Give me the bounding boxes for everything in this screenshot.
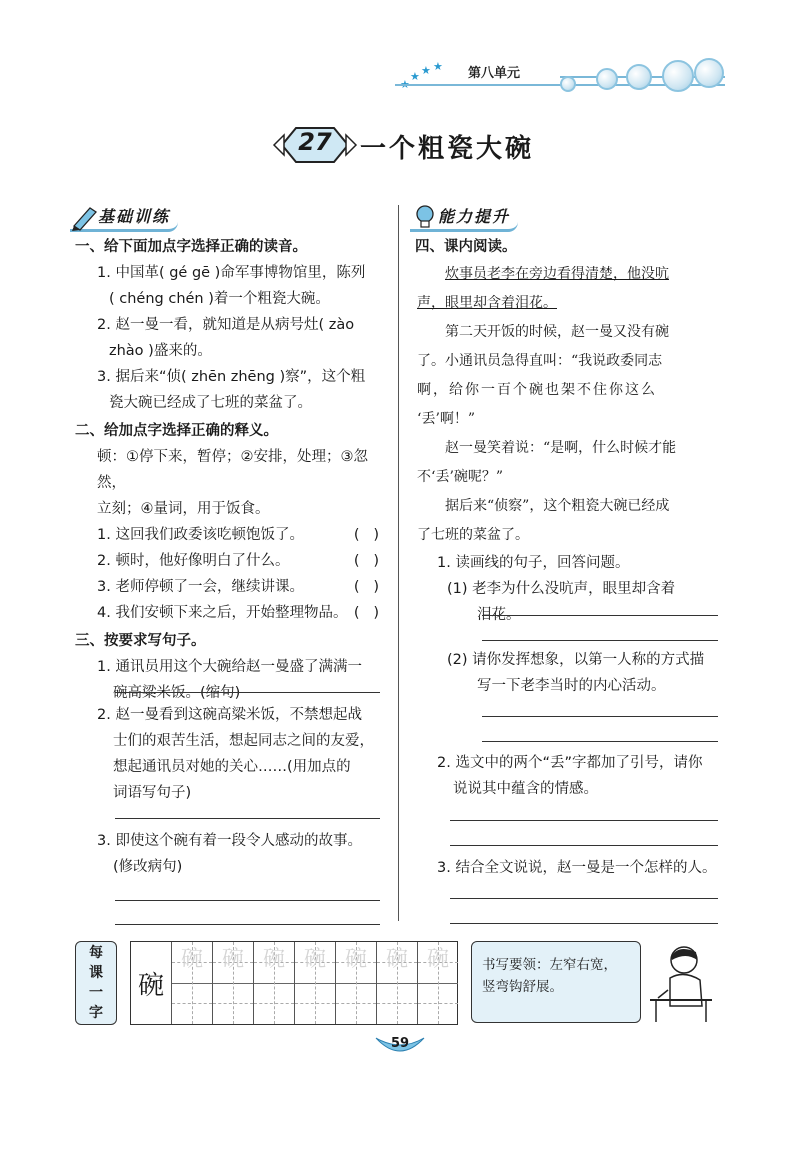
lesson-number: 27 <box>298 128 332 156</box>
answer-paren[interactable]: ( ) <box>353 553 379 569</box>
section-banner-basic <box>70 202 178 232</box>
unit-label: 第八单元 <box>468 66 521 81</box>
left-column-q3-2 <box>97 702 387 806</box>
label-char: 一 <box>89 985 103 1001</box>
text-line: 3. 据后来“侦( zhēn zhēng )察”，这个粗 <box>97 369 366 385</box>
practice-cell[interactable] <box>253 942 294 1024</box>
practice-cell[interactable] <box>417 942 458 1024</box>
star-icon: ★ <box>410 70 420 83</box>
answer-line[interactable] <box>450 898 718 899</box>
choice-item: 1. 这回我们政委该吃顿饱饭了。 <box>97 527 304 543</box>
text-line: 瓷大碗已经成了七班的菜盆了。 <box>109 395 312 411</box>
answer-line[interactable] <box>115 924 380 925</box>
sub-question: (2) 请你发挥想象，以第一人称的方式描 <box>447 652 705 668</box>
choice-item: 4. 我们安顿下来之后，开始整理物品。 <box>97 605 348 621</box>
sub-question: (1) 老李为什么没吭声，眼里却含着 <box>447 581 676 597</box>
answer-paren[interactable]: ( ) <box>353 579 379 595</box>
right-q2 <box>437 750 732 802</box>
text-line: ( chéng chén )着一个粗瓷大碗。 <box>109 291 330 307</box>
right-column <box>415 234 725 628</box>
text-line: 2. 赵一曼一看，就知道是从病号灶( zào <box>97 317 355 333</box>
label-char: 字 <box>89 1005 103 1021</box>
trace-character: 碗 <box>427 947 450 972</box>
passage-line: 第二天开饭的时候，赵一曼又没有碗 <box>445 324 669 340</box>
answer-line[interactable] <box>115 900 380 901</box>
answer-line[interactable] <box>115 692 380 693</box>
answer-paren[interactable]: ( ) <box>353 605 379 621</box>
section-banner-advanced <box>410 202 518 232</box>
answer-line[interactable] <box>450 820 718 821</box>
choice-item: 2. 顿时，他好像明白了什么。 <box>97 553 290 569</box>
passage-line: 声，眼里却含着泪花。 <box>417 295 557 311</box>
question-item: 说说其中蕴含的情感。 <box>453 781 598 797</box>
student-writing-illustration <box>648 940 714 1024</box>
label-char: 每 <box>89 945 103 961</box>
left-column <box>75 234 385 706</box>
answer-line[interactable] <box>450 923 718 924</box>
text-line: 2. 赵一曼看到这碗高粱米饭，不禁想起战 <box>97 707 362 723</box>
passage-line: ‘丢’啊！” <box>417 411 476 427</box>
star-icon: ★ <box>433 60 443 73</box>
right-q3 <box>437 855 732 881</box>
question-item: 1. 读画线的句子，回答问题。 <box>437 555 630 571</box>
page-number: 59 <box>390 1036 410 1051</box>
answer-line[interactable] <box>450 845 718 846</box>
trace-character: 碗 <box>386 947 409 972</box>
text-line: zhào )盛来的。 <box>109 343 212 359</box>
passage-line: 据后来“侦察”，这个粗瓷大碗已经成 <box>445 498 670 514</box>
text-line: 1. 中国革( gé gē )命军事博物馆里，陈列 <box>97 265 366 281</box>
practice-cell[interactable] <box>212 942 253 1024</box>
bubble-icon <box>560 76 576 92</box>
sub-question: 写一下老李当时的内心活动。 <box>477 678 666 694</box>
practice-cell[interactable] <box>294 942 335 1024</box>
sub-question: 泪花。 <box>477 607 521 623</box>
text-line: 碗高粱米饭。(缩句) <box>113 685 241 701</box>
passage-line: 炊事员老李在旁边看得清楚，他没吭 <box>445 266 669 282</box>
definition-line: 立刻；④量词，用于饭食。 <box>97 501 270 517</box>
bubble-icon <box>694 58 724 88</box>
passage-line: 啊，给你一百个碗也架不住你这么 <box>417 382 657 398</box>
text-line: (修改病句) <box>113 859 183 875</box>
question-heading: 二、给加点字选择正确的释义。 <box>75 423 278 439</box>
answer-line[interactable] <box>115 818 380 819</box>
choice-item: 3. 老师停顿了一会，继续讲课。 <box>97 579 304 595</box>
text-line: 士们的艰苦生活，想起同志之间的友爱， <box>113 733 374 749</box>
passage-line: 了。小通讯员急得直叫：“我说政委同志 <box>417 353 663 369</box>
answer-line[interactable] <box>482 741 718 742</box>
trace-character: 碗 <box>222 947 245 972</box>
question-item: 3. 结合全文说说，赵一曼是一个怎样的人。 <box>437 860 717 876</box>
practice-cell[interactable] <box>335 942 376 1024</box>
question-item: 2. 选文中的两个“丢”字都加了引号，请你 <box>437 755 703 771</box>
writing-practice-grid <box>130 941 458 1025</box>
pencil-icon <box>70 202 100 232</box>
label-char: 课 <box>89 965 103 981</box>
star-icon: ★ <box>421 64 431 77</box>
text-line: 词语写句子) <box>113 785 192 801</box>
lightbulb-icon <box>410 202 440 232</box>
passage-line: 了七班的菜盆了。 <box>417 527 529 543</box>
bubble-icon <box>626 64 652 90</box>
trace-character: 碗 <box>181 947 204 972</box>
question-heading: 四、课内阅读。 <box>415 239 517 255</box>
text-line: 想起通讯员对她的关心……(用加点的 <box>113 759 351 775</box>
answer-line[interactable] <box>482 716 718 717</box>
trace-character: 碗 <box>304 947 327 972</box>
trace-character: 碗 <box>263 947 286 972</box>
text-line: 1. 通讯员用这个大碗给赵一曼盛了满满一 <box>97 659 362 675</box>
answer-line[interactable] <box>482 640 718 641</box>
practice-cell[interactable] <box>171 942 212 1024</box>
banner-label: 基础训练 <box>70 202 178 232</box>
lesson-title: 一个粗瓷大碗 <box>360 134 535 164</box>
bubble-icon <box>596 68 618 90</box>
question-heading: 三、按要求写句子。 <box>75 633 206 649</box>
bubble-icon <box>662 60 694 92</box>
passage-line: 不‘丢’碗呢？” <box>417 469 504 485</box>
daily-character-label <box>75 941 117 1025</box>
header-decoration <box>0 0 800 100</box>
right-q1b <box>447 647 737 699</box>
model-character: 碗 <box>137 970 164 1001</box>
passage-line: 赵一曼笑着说：“是啊，什么时候才能 <box>445 440 677 456</box>
practice-cell[interactable] <box>376 942 417 1024</box>
banner-label: 能力提升 <box>410 202 518 232</box>
choice-list <box>75 522 385 626</box>
left-column-q3-3 <box>97 828 387 880</box>
answer-paren[interactable]: ( ) <box>353 527 379 543</box>
writing-tip-box: 书写要领：左窄右宽，竖弯钩舒展。 <box>471 941 641 1023</box>
text-line: 3. 即使这个碗有着一段令人感动的故事。 <box>97 833 362 849</box>
definition-line: 顿：①停下来，暂停；②安排，处理；③忽然， <box>97 449 368 491</box>
trace-character: 碗 <box>345 947 368 972</box>
question-heading: 一、给下面加点字选择正确的读音。 <box>75 239 307 255</box>
answer-line[interactable] <box>482 615 718 616</box>
column-divider <box>398 205 399 921</box>
